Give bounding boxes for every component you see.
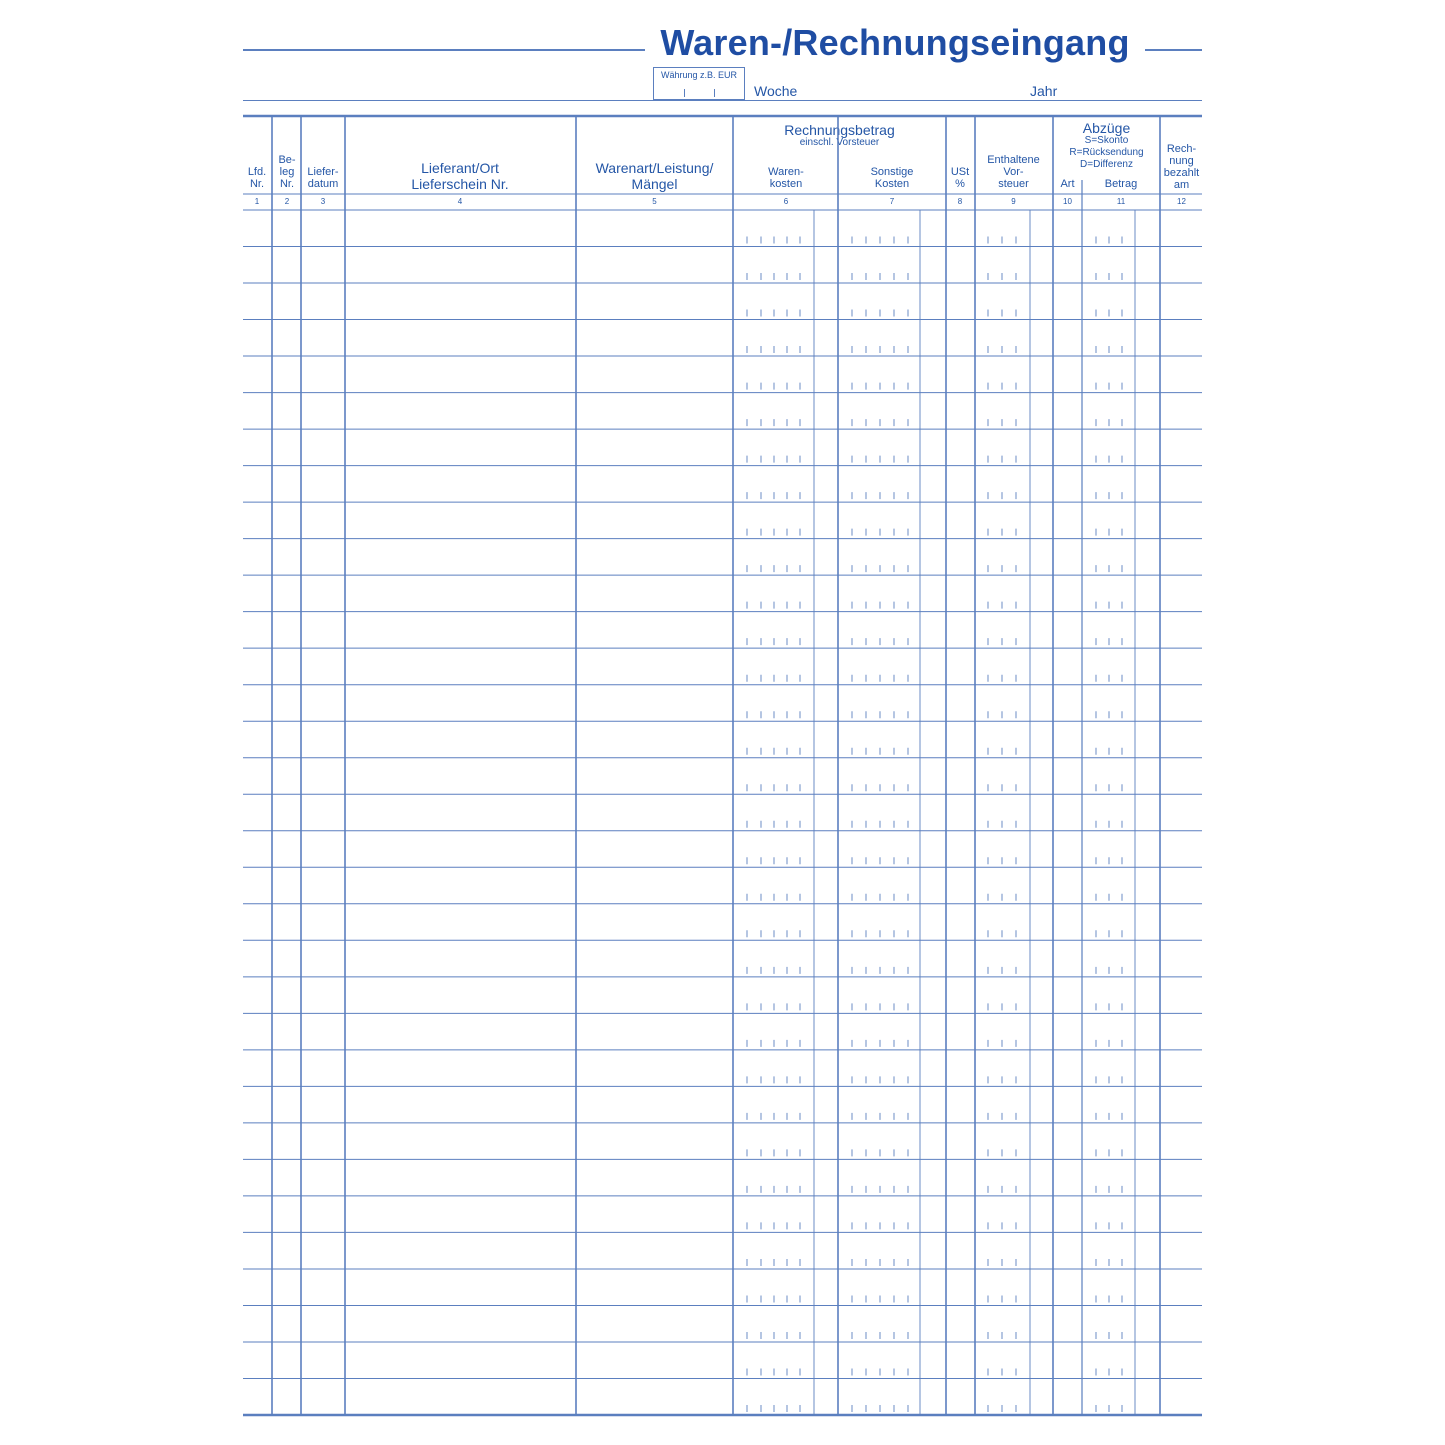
header-art: Art [1060,178,1075,190]
header-lieferant: Lieferant/Ort Lieferschein Nr. [411,160,509,192]
header-vorsteuer: Enthaltene Vor- steuer [987,154,1040,190]
jahr-label: Jahr [1030,83,1058,99]
header-bezahlt-am: Rech- nung bezahlt am [1163,143,1200,191]
column-number: 8 [957,197,963,206]
column-number: 10 [1063,197,1072,206]
column-number: 4 [457,197,463,206]
column-number: 11 [1116,197,1126,206]
header-sonstige-kosten: Sonstige Kosten [870,166,914,190]
header-abzuege-legend: S=Skonto R=Rücksendung D=Differenz [1069,135,1144,170]
page-title: Waren-/Rechnungseingang [660,22,1130,63]
header-beleg-nr: Be- leg Nr. [278,154,296,190]
header-ust: USt % [950,166,970,190]
column-number: 1 [254,197,260,206]
column-number: 12 [1177,197,1186,206]
header-lfd-nr: Lfd. Nr. [247,166,267,190]
woche-label: Woche [754,83,798,99]
header-warenart: Warenart/Leistung/ Mängel [595,160,714,192]
header-rechnungsbetrag: Rechnungsbetrag [784,122,895,138]
header-warenkosten: Waren- kosten [768,166,804,190]
column-number: 9 [1011,197,1016,206]
header-lieferdatum: Liefer- datum [307,166,339,190]
column-number: 3 [320,197,326,206]
column-number: 7 [889,197,895,206]
column-number: 2 [284,197,290,206]
header-abzuege: Abzüge [1082,120,1131,136]
column-number: 5 [652,197,657,206]
header-betrag: Betrag [1104,178,1138,190]
column-number: 6 [783,197,789,206]
header-rechnungsbetrag-sub: einschl. Vorsteuer [799,137,880,148]
waehrung-label: Währung z.B. EUR [660,70,738,80]
